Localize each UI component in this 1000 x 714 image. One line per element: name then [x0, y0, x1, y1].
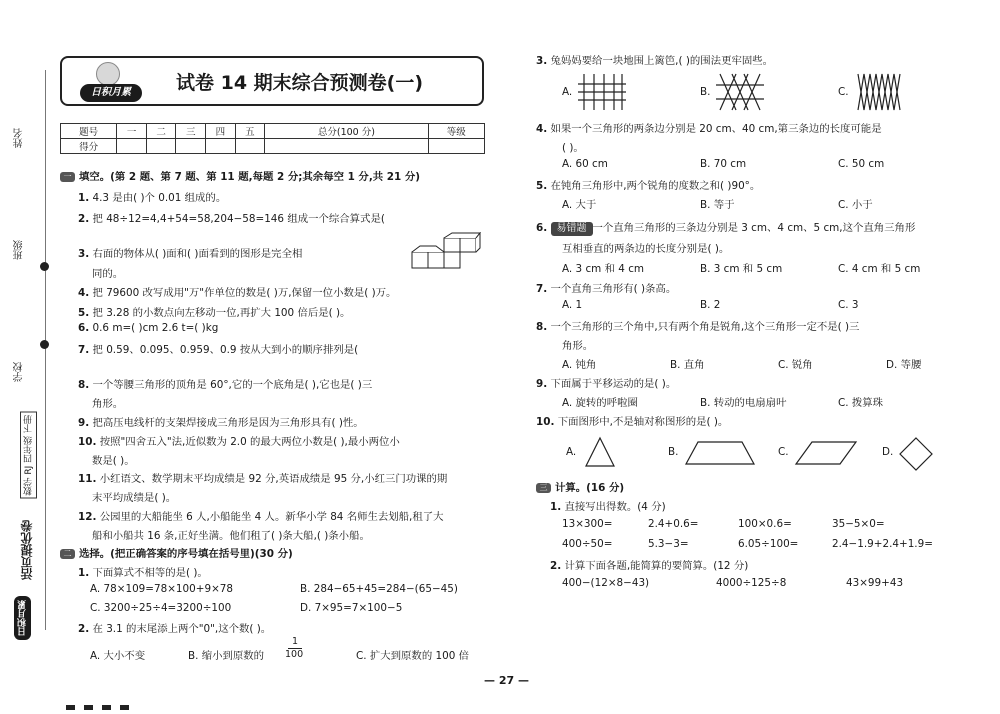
calc-item: 6.05÷100= — [738, 538, 799, 550]
option-a: A. — [566, 446, 577, 458]
score-header-row — [61, 124, 485, 139]
calc-item: 2.4−1.9+2.4+1.9= — [832, 538, 933, 550]
option-b: B. 缩小到原数的 — [188, 650, 265, 662]
option-d: D. — [882, 446, 894, 458]
binding-strip — [0, 0, 52, 714]
spine-logo: 日积月累 — [14, 596, 31, 640]
score-table — [60, 123, 485, 154]
score-row — [61, 139, 485, 154]
tricky-question-badge: 易错题 — [551, 222, 593, 236]
option-c: C. 4 cm 和 5 cm — [838, 263, 921, 275]
question-text: ( )。 — [562, 142, 584, 154]
calc-item: 13×300= — [562, 518, 613, 530]
option-c: C. 3 — [838, 299, 859, 311]
question-text: 数是( )。 — [92, 455, 135, 467]
section-number-icon: 一 — [60, 172, 75, 182]
option-b: B. — [668, 446, 679, 458]
question-text: 船和小船共 16 条,正好坐满。他们租了( )条大船,( )条小船。 — [92, 530, 370, 542]
option-b: B. 2 — [700, 299, 721, 311]
fraction-numerator: 1 — [288, 636, 302, 649]
option-a: A. — [562, 86, 573, 98]
option-a: A. 60 cm — [562, 158, 608, 170]
question-text: 角形。 — [92, 398, 124, 410]
page-title: 试卷 14 期末综合预测卷(一) — [176, 72, 424, 94]
question-text: 兔妈妈要给一块地围上篱笆,( )的围法更牢固些。 — [550, 55, 774, 67]
cut-line — [45, 70, 46, 630]
section-heading — [60, 545, 293, 560]
question-text: 把 48÷12=4,4+54=58,204−58=146 组成一个综合算式是( — [92, 213, 385, 225]
rhombus-shape — [898, 436, 934, 472]
question-text: 下面图形中,不是轴对称图形的是( )。 — [557, 416, 729, 428]
calc-item: 400÷50= — [562, 538, 613, 550]
question-text: 右面的物体从( )面和( )面看到的图形是完全相 — [92, 248, 303, 260]
name-label: 姓名 — [14, 128, 25, 148]
calc-item: 100×0.6= — [738, 518, 792, 530]
table-cell: 三 — [176, 124, 206, 139]
option-b: B. 70 cm — [700, 158, 747, 170]
corner-mark — [84, 705, 93, 710]
question-text: 直接写出得数。(4 分) — [564, 501, 666, 513]
score-input[interactable] — [206, 139, 236, 154]
question-text: 0.6 m=( )cm 2.6 t=( )kg — [92, 322, 219, 334]
option-b: B. 等于 — [700, 199, 735, 211]
option-b: B. 直角 — [670, 359, 705, 371]
question-text: 下面算式不相等的是( )。 — [92, 567, 208, 579]
corner-mark — [102, 705, 111, 710]
calc-item: 2.4+0.6= — [648, 518, 699, 530]
option-a: A. 78×109=78×100+9×78 — [90, 583, 234, 595]
option-a: A. 大小不变 — [90, 650, 146, 662]
option-c: C. 小于 — [838, 199, 873, 211]
option-c: C. 拨算珠 — [838, 397, 884, 409]
fence-grid-figure — [578, 72, 626, 112]
score-input[interactable] — [146, 139, 176, 154]
binding-hole — [40, 340, 49, 349]
corner-mark — [66, 705, 75, 710]
class-label: 班级 — [14, 240, 25, 260]
score-input[interactable] — [428, 139, 484, 154]
trapezoid-shape — [684, 440, 756, 466]
question-text: 把 79600 改写成用"万"作单位的数是( )万,保留一位小数是( )万。 — [92, 287, 397, 299]
table-cell: 得分 — [61, 139, 117, 154]
option-c: C. 50 cm — [838, 158, 885, 170]
option-b: B. — [700, 86, 711, 98]
brand-logo: 日积月累 — [80, 84, 142, 102]
question-text: 一个直角三角形的三条边分别是 3 cm、4 cm、5 cm,这个直角三角形 — [592, 222, 916, 234]
option-a: A. 大于 — [562, 199, 597, 211]
table-cell: 等级 — [428, 124, 484, 139]
option-b: B. 转动的电扇扇叶 — [700, 397, 787, 409]
option-d: D. 7×95=7×100−5 — [300, 602, 403, 614]
question-text: 在 3.1 的末尾添上两个"0",这个数( )。 — [92, 623, 272, 635]
fraction — [285, 636, 304, 661]
question-text: 一个等腰三角形的顶角是 60°,它的一个底角是( ),它也是( )三 — [92, 379, 373, 391]
option-d: D. 等腰 — [886, 359, 922, 371]
question-text: 角形。 — [562, 340, 594, 352]
question-text: 4.3 是由( )个 0.01 组成的。 — [92, 192, 227, 204]
option-a: A. 旋转的呼啦圈 — [562, 397, 638, 409]
option-a: A. 1 — [562, 299, 583, 311]
table-cell: 四 — [206, 124, 236, 139]
table-cell: 二 — [146, 124, 176, 139]
question-text: 公园里的大船能坐 6 人,小船能坐 4 人。新华小学 84 名师生去划船,租了大 — [99, 511, 444, 523]
score-input[interactable] — [235, 139, 265, 154]
section-title: 计算。(16 分) — [555, 482, 625, 494]
section-heading — [60, 168, 420, 183]
option-c: C. 3200÷25÷4=3200÷100 — [90, 602, 232, 614]
question-text: 把 3.28 的小数点向左移动一位,再扩大 100 倍后是( )。 — [92, 307, 351, 319]
cube-stack-figure — [410, 232, 484, 274]
option-c: C. — [838, 86, 849, 98]
section-title: 填空。(第 2 题、第 7 题、第 11 题,每题 2 分;其余每空 1 分,共 21 分) — [79, 171, 420, 183]
question-text: 末平均成绩是( )。 — [92, 492, 177, 504]
section-title: 选择。(把正确答案的序号填在括号里)(30 分) — [79, 548, 293, 560]
question-text: 同的。 — [92, 268, 124, 280]
section-number-icon: 三 — [536, 483, 551, 493]
section-number-icon: 二 — [60, 549, 75, 559]
subject-tag: 数学 RJ 四年级 下册 — [20, 412, 37, 499]
table-cell: 题号 — [61, 124, 117, 139]
page-number: — 27 — — [484, 674, 529, 687]
option-b: B. 3 cm 和 5 cm — [700, 263, 783, 275]
table-cell: 五 — [235, 124, 265, 139]
parallelogram-shape — [794, 440, 858, 466]
question-text: 互相垂直的两条边的长度分别是( )。 — [562, 243, 730, 255]
triangle-shape — [584, 436, 616, 468]
question-text: 小红语文、数学期末平均成绩是 92 分,英语成绩是 95 分,小红三门功课的期 — [99, 473, 448, 485]
option-b: B. 284−65+45=284−(65−45) — [300, 583, 458, 595]
corner-mark — [120, 705, 129, 710]
calc-item: 35−5×0= — [832, 518, 885, 530]
question-text: 按照"四舍五入"法,近似数为 2.0 的最大两位小数是( ),最小两位小 — [99, 436, 400, 448]
score-input[interactable] — [117, 139, 147, 154]
calc-item: 400−(12×8−43) — [562, 577, 650, 589]
option-a: A. 3 cm 和 4 cm — [562, 263, 645, 275]
question-text: 把高压电线杆的支架焊接成三角形是因为三角形具有( )性。 — [92, 417, 364, 429]
calc-item: 43×99+43 — [846, 577, 904, 589]
series-title: 活页提优卷 — [20, 520, 34, 580]
question-text: 一个三角形的三个角中,只有两个角是锐角,这个三角形一定不是( )三 — [550, 321, 860, 333]
score-input[interactable] — [176, 139, 206, 154]
school-label: 学校 — [14, 362, 25, 382]
question-text: 在钝角三角形中,两个锐角的度数之和( )90°。 — [550, 180, 761, 192]
option-c: C. 锐角 — [778, 359, 813, 371]
binding-hole — [40, 262, 49, 271]
question-text: 把 0.59、0.095、0.959、0.9 按从大到小的顺序排列是( — [92, 344, 359, 356]
fence-cross-figure — [716, 72, 764, 112]
option-a: A. 钝角 — [562, 359, 597, 371]
score-input[interactable] — [265, 139, 428, 154]
question-text: 下面属于平移运动的是( )。 — [550, 378, 677, 390]
sun-mascot-icon — [96, 62, 120, 86]
table-cell: 总分(100 分) — [265, 124, 428, 139]
question-text: 计算下面各题,能简算的要简算。(12 分) — [564, 560, 749, 572]
fraction-denominator: 100 — [285, 649, 304, 660]
table-cell: 一 — [117, 124, 147, 139]
question-text: 一个直角三角形有( )条高。 — [550, 283, 677, 295]
section-heading — [536, 479, 624, 494]
option-c: C. — [778, 446, 789, 458]
calc-item: 4000÷125÷8 — [716, 577, 787, 589]
question-text: 如果一个三角形的两条边分别是 20 cm、40 cm,第三条边的长度可能是 — [550, 123, 882, 135]
calc-item: 5.3−3= — [648, 538, 689, 550]
option-c: C. 扩大到原数的 100 倍 — [356, 650, 470, 662]
fence-zigzag-figure — [856, 72, 904, 112]
